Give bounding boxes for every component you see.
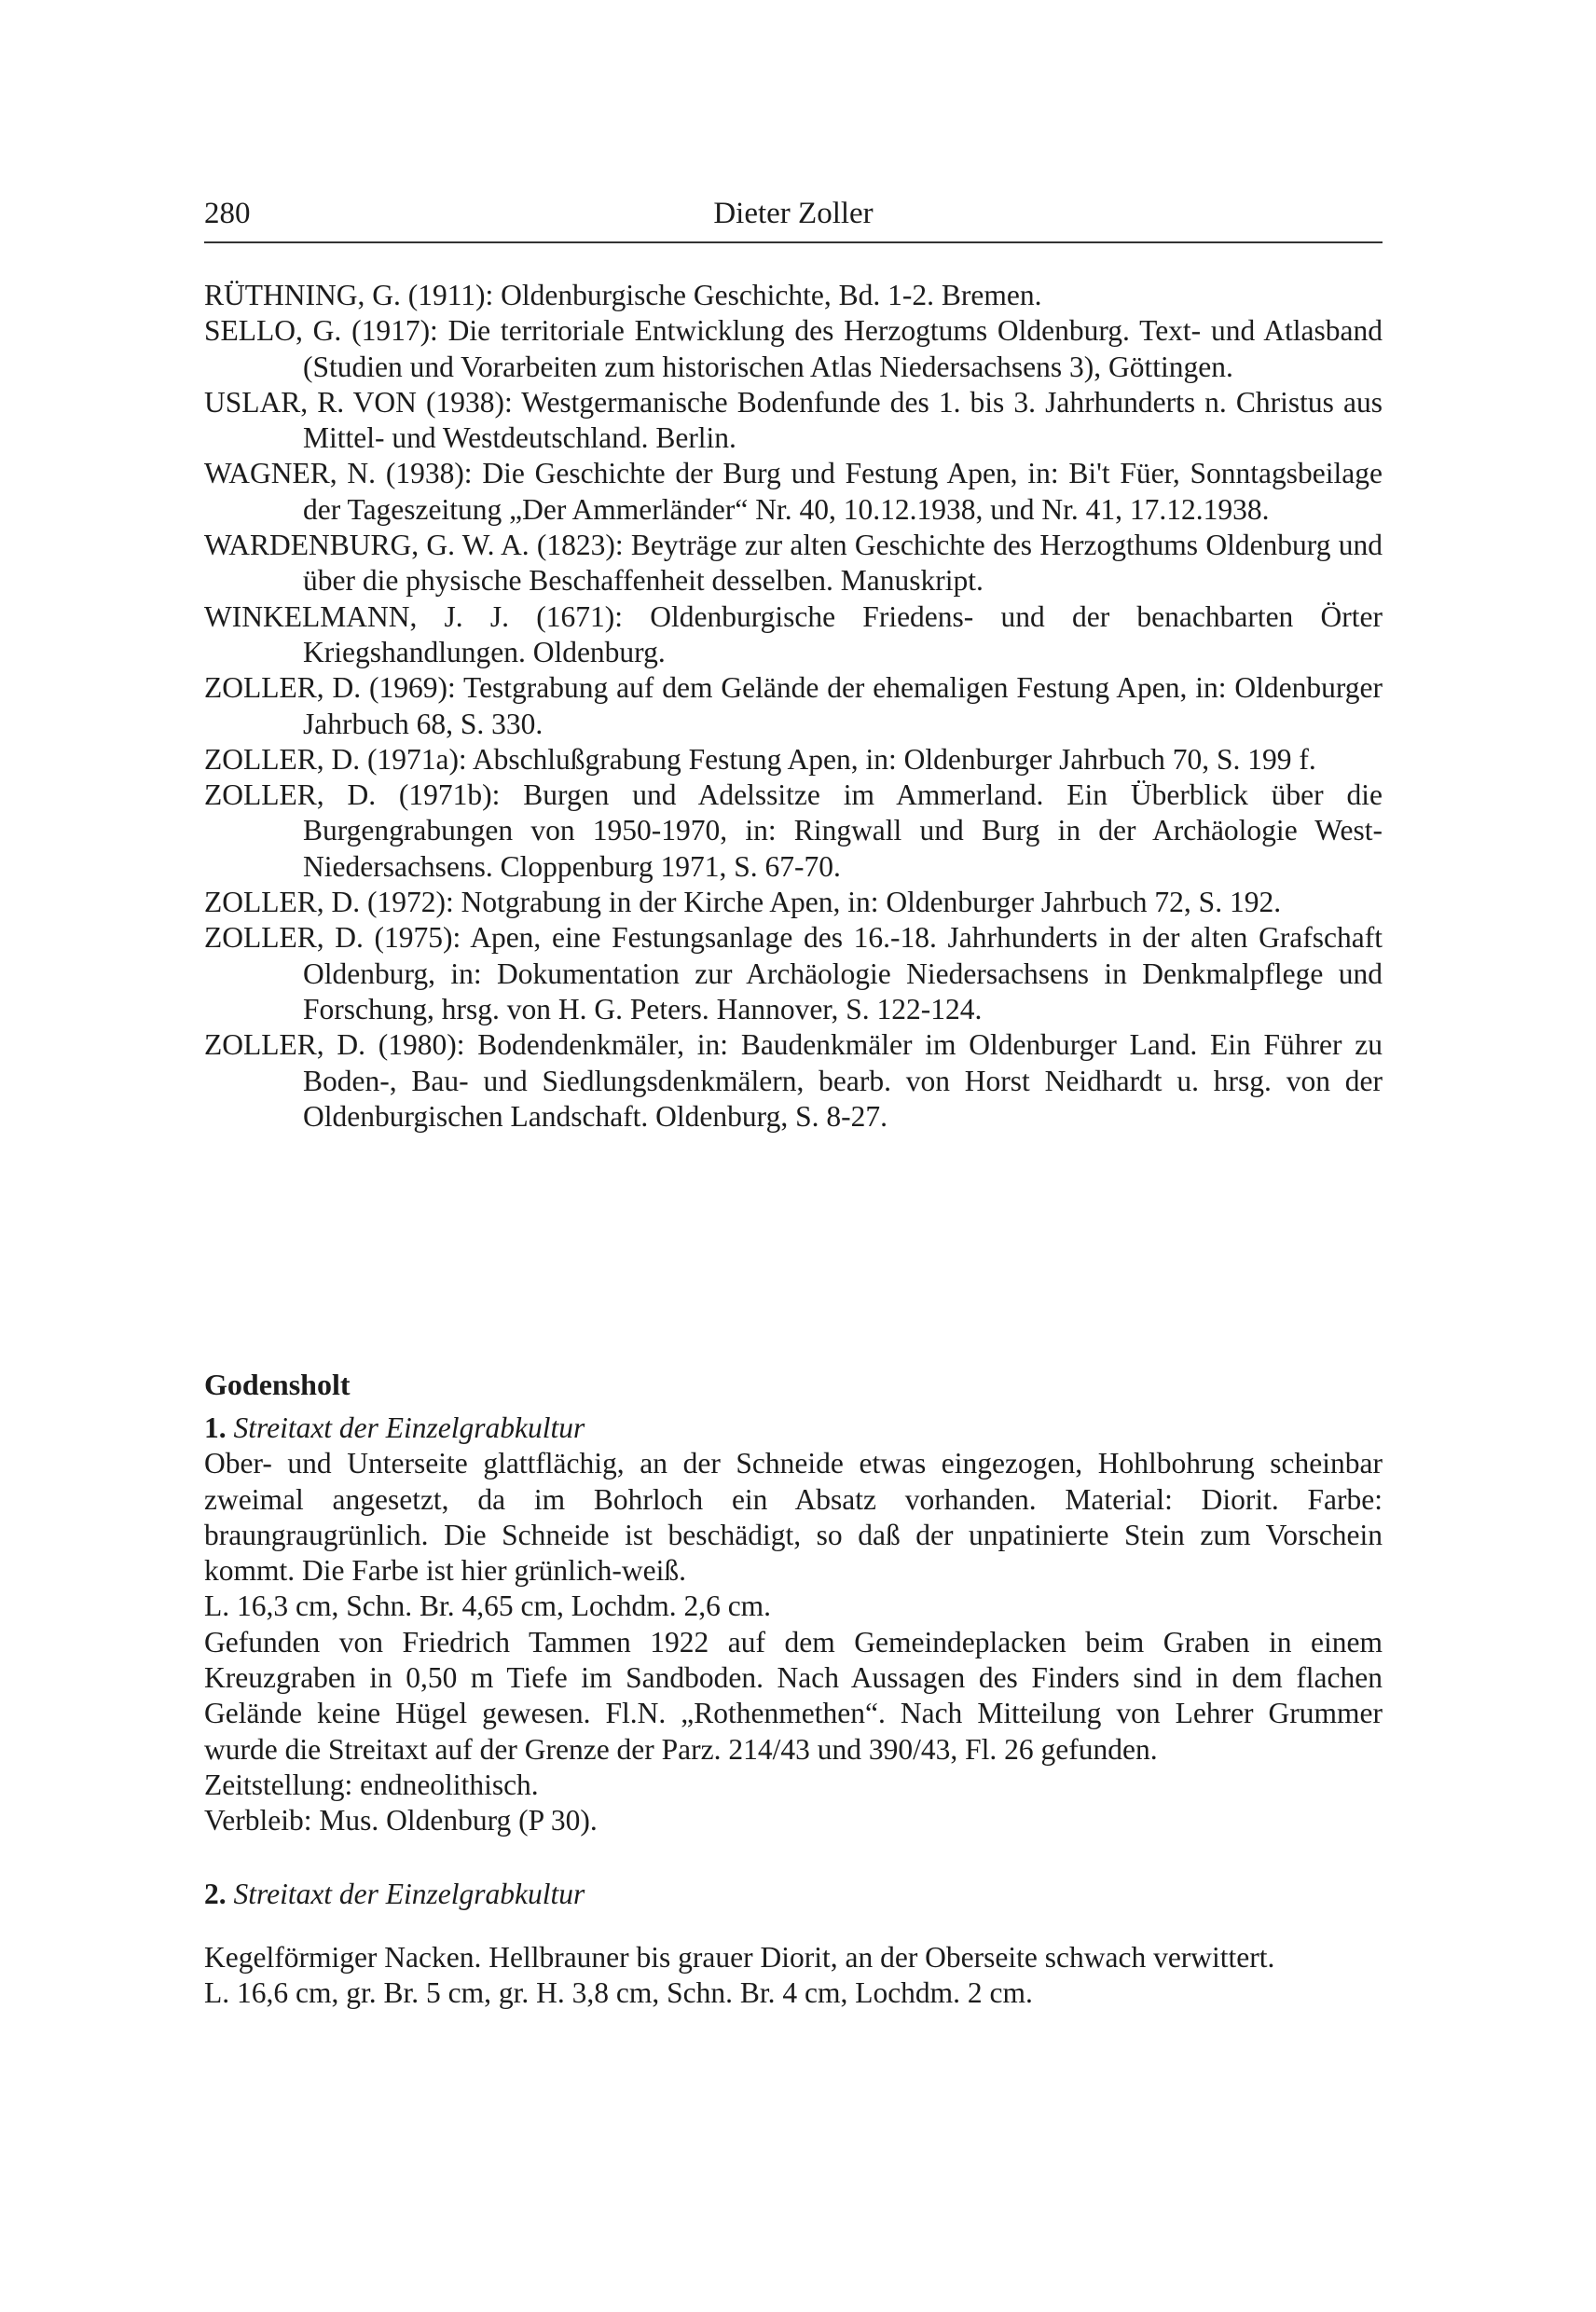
site-section: [204, 1366, 1383, 2011]
item-find-circumstances: Gefunden von Friedrich Tammen 1922 auf dem Gemeindeplacken beim Graben in einem Kreuzgraben in 0,50 m Tiefe im Sandboden. Nach Aussagen des Finders sind in dem flachen Gelände keine Hügel gewesen. Fl.N. „Rothenmethen“. Nach Mitteilung von Lehrer Grummer wurde die Streitaxt auf der Grenze der Parz. 214/43 und 390/43, Fl. 26 gefunden.: [204, 1625, 1383, 1766]
reference-list: [204, 278, 1383, 1135]
item-measurements: L. 16,3 cm, Schn. Br. 4,65 cm, Lochdm. 2,6 cm.: [204, 1590, 772, 1623]
section-heading: Godensholt: [204, 1368, 351, 1401]
reference-entry: ZOLLER, D. (1969): Testgrabung auf dem Gelände der ehemaligen Festung Apen, in: Oldenburger Jahrbuch 68, S. 330.: [204, 671, 1383, 740]
item-title: [204, 1877, 1383, 1912]
spacer: [204, 1839, 1383, 1877]
reference-entry: ZOLLER, D. (1971b): Burgen und Adelssitze im Ammerland. Ein Überblick über die Burgengrabungen von 1950-1970, in: Ringwall und Burg in der Archäologie West-Niedersachsens. Cloppenburg 1971, S. 67-70.: [204, 778, 1383, 883]
reference-entry: ZOLLER, D. (1971a): Abschlußgrabung Festung Apen, in: Oldenburger Jahrbuch 70, S. 199 f.: [204, 742, 1316, 776]
reference-entry: ZOLLER, D. (1975): Apen, eine Festungsanlage des 16.-18. Jahrhunderts in der alten Grafschaft Oldenburg, in: Dokumentation zur Archäologie Niedersachsens in Denkmalpflege und Forschung, hrsg. von H. G. Peters. Hannover, S. 122-124.: [204, 921, 1383, 1025]
reference-entry: RÜTHNING, G. (1911): Oldenburgische Geschichte, Bd. 1-2. Bremen.: [204, 279, 1042, 311]
reference-entry: WAGNER, N. (1938): Die Geschichte der Burg und Festung Apen, in: Bi't Füer, Sonntagsbeilage der Tageszeitung „Der Ammerländer“ Nr. 40, 10.12.1938, und Nr. 41, 17.12.1938.: [204, 457, 1383, 526]
spacer: [204, 1912, 1383, 1940]
item-description: Ober- und Unterseite glattflächig, an der Schneide etwas eingezogen, Hohlbohrung scheinbar zweimal angesetzt, da im Bohrloch ein Absatz vorhanden. Material: Diorit. Farbe: braungraugrünlich. Die Schneide ist beschädigt, so daß der unpatinierte Stein zum Vorschein kommt. Die Farbe ist hier grünlich-weiß.: [204, 1447, 1383, 1588]
reference-entry: WINKELMANN, J. J. (1671): Oldenburgische Friedens- und der benachbarten Örter Kriegshandlungen. Oldenburg.: [204, 599, 1383, 668]
page-number: 280: [204, 197, 251, 230]
reference-entry: SELLO, G. (1917): Die territoriale Entwicklung des Herzogtums Oldenburg. Text- und Atlasband (Studien und Vorarbeiten zum historischen Atlas Niedersachsens 3), Göttingen.: [204, 314, 1383, 383]
item-number: 1.: [204, 1411, 227, 1444]
item-number: 2.: [204, 1877, 227, 1910]
item-measurements: L. 16,6 cm, gr. Br. 5 cm, gr. H. 3,8 cm, Schn. Br. 4 cm, Lochdm. 2 cm.: [204, 1976, 1033, 2010]
item-dating: Zeitstellung: endneolithisch.: [204, 1768, 539, 1801]
item-description: Kegelförmiger Nacken. Hellbrauner bis grauer Diorit, an der Oberseite schwach verwittert.: [204, 1940, 1275, 1974]
item-title-text: Streitaxt der Einzelgrabkultur: [233, 1411, 585, 1444]
running-header: [204, 191, 1383, 236]
reference-entry: ZOLLER, D. (1972): Notgrabung in der Kirche Apen, in: Oldenburger Jahrbuch 72, S. 192.: [204, 886, 1282, 919]
running-head-author: Dieter Zoller: [713, 197, 874, 230]
header-rule: [204, 241, 1383, 243]
item-title: [204, 1411, 1383, 1446]
reference-entry: WARDENBURG, G. W. A. (1823): Beyträge zur alten Geschichte des Herzogthums Oldenburg und über die physische Beschaffenheit desselben. Manuskript.: [204, 529, 1383, 598]
item-location: Verbleib: Mus. Oldenburg (P 30).: [204, 1804, 598, 1837]
reference-entry: USLAR, R. VON (1938): Westgermanische Bodenfunde des 1. bis 3. Jahrhunderts n. Christus aus Mittel- und Westdeutschland. Berlin.: [204, 385, 1383, 455]
item-title-text: Streitaxt der Einzelgrabkultur: [233, 1877, 585, 1910]
reference-entry: ZOLLER, D. (1980): Bodendenkmäler, in: Baudenkmäler im Oldenburger Land. Ein Führer zu Boden-, Bau- und Siedlungsdenkmälern, bearb. von Horst Neidhardt u. hrsg. von der Oldenburgischen Landschaft. Oldenburg, S. 8-27.: [204, 1028, 1383, 1133]
